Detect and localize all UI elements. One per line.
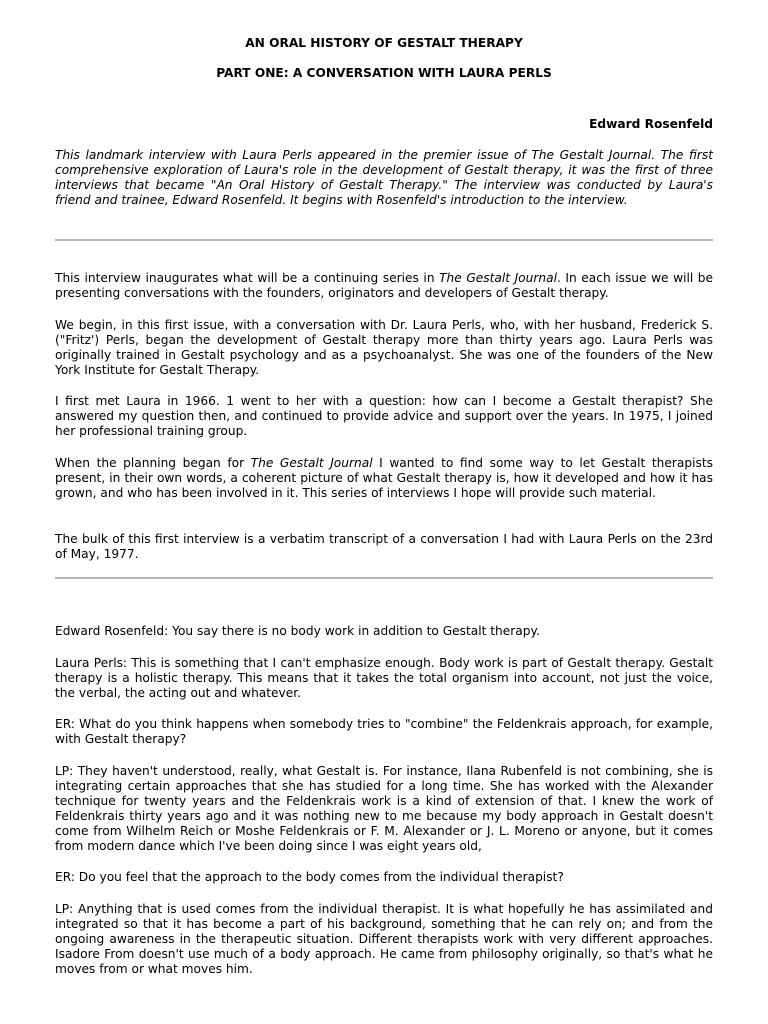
intro-paragraph: This landmark interview with Laura Perls appeared in the premier issue of The Gestalt Journal. The first comprehensive exploration of Laura's role in the development of Gestalt therapy, it was the first of three interviews that became "An Oral History of Gestalt Therapy." The interview was conducted by Laura's friend and trainee, Edward Rosenfeld. It begins with Rosenfeld's introduction to the interview. — [55, 148, 713, 207]
preface-p1-end: . In each issue we will be presenting conversations with the founders, originators and developers of Gestalt therapy. — [55, 271, 714, 300]
preface-paragraph-3: I first met Laura in 1966. 1 went to her with a question: how can I become a Gestalt therapist? She answered my question then, and continued to provide advice and support over the years. In 1975, I joined her professional training group. — [55, 394, 713, 438]
dialogue-er-1: Edward Rosenfeld: You say there is no body work in addition to Gestalt therapy. — [55, 624, 540, 638]
dialogue-lp-3: LP: Anything that is used comes from the individual therapist. It is what hopefully he has assimilated and integrated so that it has become a part of his background, something that he can rely on; and from the ongoing awareness in the therapeutic situation. Different therapists work with very different approaches. Isadore From doesn't use much of a body approach. He came from philosophy originally, so that's what he moves from or what moves him. — [55, 902, 713, 976]
dialogue-er-3: ER: Do you feel that the approach to the body comes from the individual therapist? — [55, 870, 564, 884]
dialogue-lp-2: LP: They haven't understood, really, what Gestalt is. For instance, Ilana Rubenfeld is not combining, she is integrating certain approaches that she has studied for a long time. She has worked with the Alexander technique for twenty years and the Feldenkrais work is a kind of extension of that. I knew the work of Feldenkrais thirty years ago and it was nothing new to me because my body approach in Gestalt doesn't come from Wilhelm Reich or Moshe Feldenkrais or F. M. Alexander or J. L. Moreno or anyone, but it comes from modern dance which I've been doing since I was eight years old, — [55, 764, 713, 853]
document-subtitle: PART ONE: A CONVERSATION WITH LAURA PERLS — [216, 66, 552, 80]
preface-p4-end: I wanted to find some way to let Gestalt therapists present, in their own words, a coherent picture of what Gestalt therapy is, how it developed and how it has grown, and who has been involved in it. This series of interviews I hope will provide such material. — [55, 456, 713, 500]
divider-top — [55, 239, 713, 241]
author-name: Edward Rosenfeld — [589, 117, 713, 131]
preface-paragraph-5: The bulk of this first interview is a verbatim transcript of a conversation I had with Laura Perls on the 23rd of May, 1977. — [55, 532, 713, 561]
preface-p4-start: When the planning began for — [55, 456, 251, 470]
preface-p1-start: This interview inaugurates what will be a continuing series in — [55, 271, 440, 285]
preface-paragraph-2: We begin, in this first issue, with a conversation with Dr. Laura Perls, who, with her husband, Frederick S. ("Fritz') Perls, began the development of Gestalt therapy more than thirty years ago. Laura Perls was originally trained in Gestalt psychology and as a psychoanalyst. She was one of the founders of the New York Institute for Gestalt Therapy. — [55, 318, 713, 377]
divider-bottom — [55, 577, 713, 579]
journal-title: The Gestalt Journal — [250, 456, 373, 470]
preface-paragraph-4 — [55, 456, 713, 501]
document-title: AN ORAL HISTORY OF GESTALT THERAPY — [245, 36, 523, 50]
journal-title: The Gestalt Journal — [439, 271, 557, 285]
dialogue-er-2: ER: What do you think happens when somebody tries to "combine" the Feldenkrais approach, for example, with Gestalt therapy? — [55, 717, 713, 746]
preface-paragraph-1 — [55, 271, 713, 301]
dialogue-lp-1: Laura Perls: This is something that I can't emphasize enough. Body work is part of Gestalt therapy. Gestalt therapy is a holistic therapy. This means that it takes the total organism into account, not just the voice, the verbal, the acting out and whatever. — [55, 656, 713, 700]
